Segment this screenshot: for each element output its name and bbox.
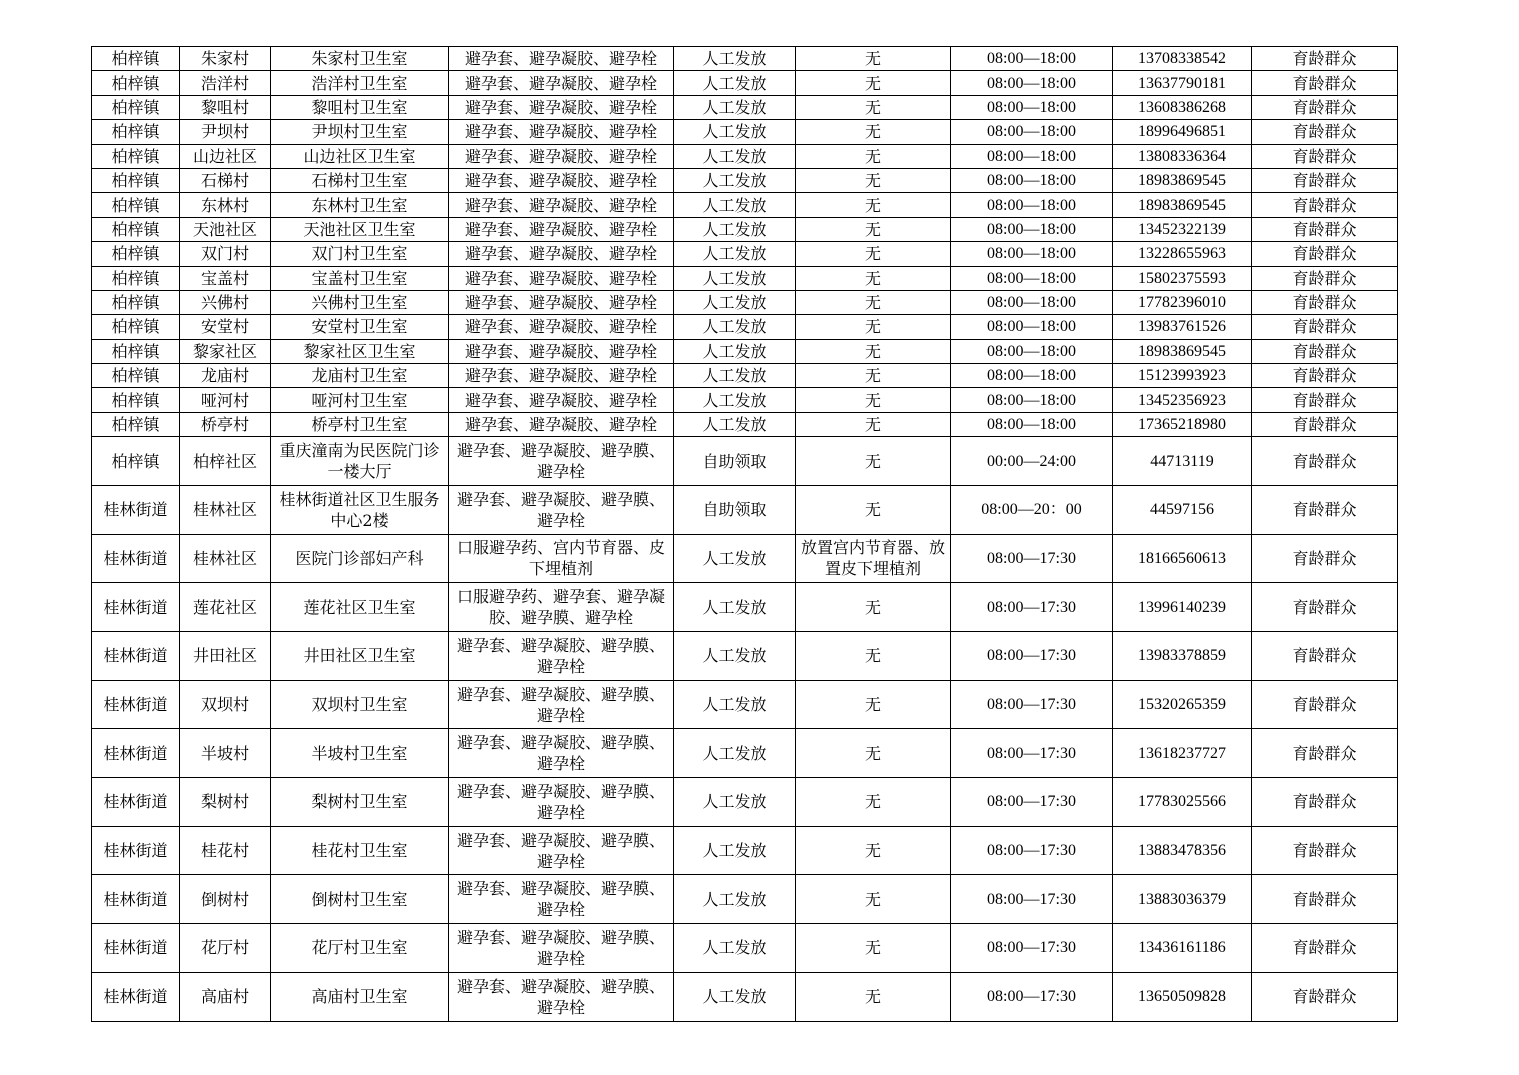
hours-cell: 08:00—18:00: [951, 95, 1113, 119]
town-cell: 柏梓镇: [92, 364, 180, 388]
phone-cell: 44713119: [1113, 437, 1252, 486]
target-cell: 育龄群众: [1252, 826, 1398, 875]
target-cell: 育龄群众: [1252, 95, 1398, 119]
table-row: [92, 242, 1398, 266]
phone-cell: 13883478356: [1113, 826, 1252, 875]
methods-cell: 避孕套、避孕凝胶、避孕膜、避孕栓: [449, 972, 674, 1021]
town-cell: 柏梓镇: [92, 144, 180, 168]
town-cell: 柏梓镇: [92, 412, 180, 436]
service-cell: 放置宫内节育器、放置皮下埋植剂: [796, 534, 951, 583]
methods-cell: 避孕套、避孕凝胶、避孕栓: [449, 71, 674, 95]
methods-cell: 避孕套、避孕凝胶、避孕栓: [449, 168, 674, 192]
phone-cell: 13452356923: [1113, 388, 1252, 412]
mode-cell: 人工发放: [674, 972, 796, 1021]
target-cell: 育龄群众: [1252, 412, 1398, 436]
site-cell: 桂林街道社区卫生服务中心2楼: [271, 485, 449, 534]
service-cell: 无: [796, 168, 951, 192]
mode-cell: 人工发放: [674, 680, 796, 729]
mode-cell: 人工发放: [674, 364, 796, 388]
town-cell: 桂林街道: [92, 826, 180, 875]
phone-cell: 17782396010: [1113, 290, 1252, 314]
phone-cell: 18983869545: [1113, 339, 1252, 363]
service-cell: 无: [796, 339, 951, 363]
phone-cell: 15320265359: [1113, 680, 1252, 729]
table-body: [92, 47, 1398, 1022]
service-cell: 无: [796, 47, 951, 71]
methods-cell: 避孕套、避孕凝胶、避孕栓: [449, 217, 674, 241]
mode-cell: 人工发放: [674, 924, 796, 973]
village-cell: 莲花社区: [180, 583, 271, 632]
methods-cell: 避孕套、避孕凝胶、避孕栓: [449, 315, 674, 339]
village-cell: 朱家村: [180, 47, 271, 71]
table-row: [92, 290, 1398, 314]
village-cell: 桂林社区: [180, 485, 271, 534]
phone-cell: 13637790181: [1113, 71, 1252, 95]
table-row: [92, 217, 1398, 241]
methods-cell: 避孕套、避孕凝胶、避孕栓: [449, 95, 674, 119]
phone-cell: 44597156: [1113, 485, 1252, 534]
methods-cell: 避孕套、避孕凝胶、避孕栓: [449, 193, 674, 217]
town-cell: 柏梓镇: [92, 315, 180, 339]
table-row: [92, 412, 1398, 436]
site-cell: 桥亭村卫生室: [271, 412, 449, 436]
distribution-sites-table: [91, 46, 1398, 1022]
village-cell: 桂花村: [180, 826, 271, 875]
hours-cell: 08:00—17:30: [951, 534, 1113, 583]
methods-cell: 避孕套、避孕凝胶、避孕栓: [449, 266, 674, 290]
site-cell: 浩洋村卫生室: [271, 71, 449, 95]
village-cell: 浩洋村: [180, 71, 271, 95]
site-cell: 石梯村卫生室: [271, 168, 449, 192]
hours-cell: 08:00—18:00: [951, 266, 1113, 290]
methods-cell: 避孕套、避孕凝胶、避孕栓: [449, 120, 674, 144]
table-row: [92, 388, 1398, 412]
town-cell: 桂林街道: [92, 729, 180, 778]
hours-cell: 08:00—17:30: [951, 632, 1113, 681]
methods-cell: 口服避孕药、避孕套、避孕凝胶、避孕膜、避孕栓: [449, 583, 674, 632]
table-row: [92, 144, 1398, 168]
hours-cell: 08:00—17:30: [951, 680, 1113, 729]
town-cell: 柏梓镇: [92, 339, 180, 363]
town-cell: 柏梓镇: [92, 168, 180, 192]
service-cell: 无: [796, 388, 951, 412]
site-cell: 山边社区卫生室: [271, 144, 449, 168]
table-row: [92, 47, 1398, 71]
site-cell: 安堂村卫生室: [271, 315, 449, 339]
methods-cell: 避孕套、避孕凝胶、避孕膜、避孕栓: [449, 875, 674, 924]
phone-cell: 13436161186: [1113, 924, 1252, 973]
methods-cell: 避孕套、避孕凝胶、避孕栓: [449, 339, 674, 363]
table-row: [92, 729, 1398, 778]
site-cell: 双门村卫生室: [271, 242, 449, 266]
hours-cell: 08:00—17:30: [951, 729, 1113, 778]
hours-cell: 08:00—20：00: [951, 485, 1113, 534]
table-row: [92, 437, 1398, 486]
site-cell: 花厅村卫生室: [271, 924, 449, 973]
mode-cell: 人工发放: [674, 120, 796, 144]
methods-cell: 避孕套、避孕凝胶、避孕栓: [449, 144, 674, 168]
site-cell: 宝盖村卫生室: [271, 266, 449, 290]
phone-cell: 18166560613: [1113, 534, 1252, 583]
service-cell: 无: [796, 315, 951, 339]
methods-cell: 避孕套、避孕凝胶、避孕栓: [449, 364, 674, 388]
table-row: [92, 485, 1398, 534]
hours-cell: 08:00—17:30: [951, 924, 1113, 973]
village-cell: 半坡村: [180, 729, 271, 778]
service-cell: 无: [796, 242, 951, 266]
village-cell: 天池社区: [180, 217, 271, 241]
village-cell: 安堂村: [180, 315, 271, 339]
target-cell: 育龄群众: [1252, 47, 1398, 71]
mode-cell: 人工发放: [674, 583, 796, 632]
methods-cell: 避孕套、避孕凝胶、避孕膜、避孕栓: [449, 826, 674, 875]
hours-cell: 08:00—18:00: [951, 71, 1113, 95]
service-cell: 无: [796, 875, 951, 924]
service-cell: 无: [796, 266, 951, 290]
village-cell: 东林村: [180, 193, 271, 217]
target-cell: 育龄群众: [1252, 217, 1398, 241]
target-cell: 育龄群众: [1252, 875, 1398, 924]
site-cell: 莲花社区卫生室: [271, 583, 449, 632]
mode-cell: 人工发放: [674, 266, 796, 290]
village-cell: 黎咀村: [180, 95, 271, 119]
phone-cell: 13983378859: [1113, 632, 1252, 681]
site-cell: 倒树村卫生室: [271, 875, 449, 924]
town-cell: 柏梓镇: [92, 266, 180, 290]
target-cell: 育龄群众: [1252, 193, 1398, 217]
service-cell: 无: [796, 120, 951, 144]
town-cell: 柏梓镇: [92, 95, 180, 119]
service-cell: 无: [796, 290, 951, 314]
service-cell: 无: [796, 680, 951, 729]
methods-cell: 避孕套、避孕凝胶、避孕膜、避孕栓: [449, 778, 674, 827]
target-cell: 育龄群众: [1252, 120, 1398, 144]
phone-cell: 13650509828: [1113, 972, 1252, 1021]
hours-cell: 08:00—18:00: [951, 339, 1113, 363]
target-cell: 育龄群众: [1252, 290, 1398, 314]
methods-cell: 避孕套、避孕凝胶、避孕膜、避孕栓: [449, 729, 674, 778]
methods-cell: 避孕套、避孕凝胶、避孕膜、避孕栓: [449, 485, 674, 534]
town-cell: 桂林街道: [92, 972, 180, 1021]
table-row: [92, 266, 1398, 290]
service-cell: 无: [796, 437, 951, 486]
service-cell: 无: [796, 412, 951, 436]
phone-cell: 13608386268: [1113, 95, 1252, 119]
phone-cell: 18996496851: [1113, 120, 1252, 144]
target-cell: 育龄群众: [1252, 485, 1398, 534]
target-cell: 育龄群众: [1252, 242, 1398, 266]
service-cell: 无: [796, 778, 951, 827]
target-cell: 育龄群众: [1252, 315, 1398, 339]
phone-cell: 18983869545: [1113, 168, 1252, 192]
mode-cell: 人工发放: [674, 875, 796, 924]
phone-cell: 15123993923: [1113, 364, 1252, 388]
village-cell: 双门村: [180, 242, 271, 266]
town-cell: 柏梓镇: [92, 290, 180, 314]
mode-cell: 人工发放: [674, 71, 796, 95]
mode-cell: 人工发放: [674, 778, 796, 827]
phone-cell: 15802375593: [1113, 266, 1252, 290]
table-row: [92, 120, 1398, 144]
table-row: [92, 583, 1398, 632]
hours-cell: 08:00—18:00: [951, 388, 1113, 412]
town-cell: 桂林街道: [92, 632, 180, 681]
site-cell: 医院门诊部妇产科: [271, 534, 449, 583]
village-cell: 山边社区: [180, 144, 271, 168]
table-row: [92, 315, 1398, 339]
phone-cell: 13618237727: [1113, 729, 1252, 778]
hours-cell: 08:00—18:00: [951, 412, 1113, 436]
table-row: [92, 339, 1398, 363]
mode-cell: 人工发放: [674, 534, 796, 583]
hours-cell: 00:00—24:00: [951, 437, 1113, 486]
mode-cell: 人工发放: [674, 47, 796, 71]
target-cell: 育龄群众: [1252, 364, 1398, 388]
target-cell: 育龄群众: [1252, 972, 1398, 1021]
service-cell: 无: [796, 924, 951, 973]
site-cell: 井田社区卫生室: [271, 632, 449, 681]
mode-cell: 人工发放: [674, 242, 796, 266]
hours-cell: 08:00—18:00: [951, 144, 1113, 168]
mode-cell: 人工发放: [674, 217, 796, 241]
table-row: [92, 534, 1398, 583]
table-row: [92, 364, 1398, 388]
site-cell: 尹坝村卫生室: [271, 120, 449, 144]
hours-cell: 08:00—18:00: [951, 193, 1113, 217]
site-cell: 梨树村卫生室: [271, 778, 449, 827]
phone-cell: 17783025566: [1113, 778, 1252, 827]
service-cell: 无: [796, 364, 951, 388]
town-cell: 桂林街道: [92, 924, 180, 973]
target-cell: 育龄群众: [1252, 437, 1398, 486]
methods-cell: 避孕套、避孕凝胶、避孕栓: [449, 388, 674, 412]
mode-cell: 自助领取: [674, 485, 796, 534]
mode-cell: 人工发放: [674, 95, 796, 119]
mode-cell: 人工发放: [674, 388, 796, 412]
service-cell: 无: [796, 583, 951, 632]
hours-cell: 08:00—18:00: [951, 242, 1113, 266]
village-cell: 双坝村: [180, 680, 271, 729]
mode-cell: 人工发放: [674, 168, 796, 192]
table-row: [92, 778, 1398, 827]
site-cell: 东林村卫生室: [271, 193, 449, 217]
methods-cell: 避孕套、避孕凝胶、避孕膜、避孕栓: [449, 632, 674, 681]
methods-cell: 避孕套、避孕凝胶、避孕膜、避孕栓: [449, 680, 674, 729]
service-cell: 无: [796, 144, 951, 168]
phone-cell: 13996140239: [1113, 583, 1252, 632]
target-cell: 育龄群众: [1252, 266, 1398, 290]
village-cell: 高庙村: [180, 972, 271, 1021]
target-cell: 育龄群众: [1252, 778, 1398, 827]
village-cell: 哑河村: [180, 388, 271, 412]
site-cell: 双坝村卫生室: [271, 680, 449, 729]
target-cell: 育龄群众: [1252, 144, 1398, 168]
village-cell: 尹坝村: [180, 120, 271, 144]
town-cell: 柏梓镇: [92, 437, 180, 486]
phone-cell: 13883036379: [1113, 875, 1252, 924]
table-row: [92, 972, 1398, 1021]
village-cell: 兴佛村: [180, 290, 271, 314]
hours-cell: 08:00—17:30: [951, 583, 1113, 632]
target-cell: 育龄群众: [1252, 71, 1398, 95]
target-cell: 育龄群众: [1252, 168, 1398, 192]
mode-cell: 人工发放: [674, 193, 796, 217]
mode-cell: 人工发放: [674, 144, 796, 168]
phone-cell: 18983869545: [1113, 193, 1252, 217]
hours-cell: 08:00—18:00: [951, 290, 1113, 314]
methods-cell: 避孕套、避孕凝胶、避孕膜、避孕栓: [449, 924, 674, 973]
village-cell: 柏梓社区: [180, 437, 271, 486]
village-cell: 龙庙村: [180, 364, 271, 388]
service-cell: 无: [796, 632, 951, 681]
phone-cell: 13228655963: [1113, 242, 1252, 266]
mode-cell: 人工发放: [674, 290, 796, 314]
town-cell: 柏梓镇: [92, 217, 180, 241]
site-cell: 半坡村卫生室: [271, 729, 449, 778]
site-cell: 天池社区卫生室: [271, 217, 449, 241]
town-cell: 柏梓镇: [92, 193, 180, 217]
table-row: [92, 71, 1398, 95]
methods-cell: 避孕套、避孕凝胶、避孕栓: [449, 290, 674, 314]
hours-cell: 08:00—18:00: [951, 120, 1113, 144]
table-row: [92, 826, 1398, 875]
hours-cell: 08:00—17:30: [951, 972, 1113, 1021]
document-page: [91, 46, 1398, 1022]
hours-cell: 08:00—17:30: [951, 875, 1113, 924]
site-cell: 龙庙村卫生室: [271, 364, 449, 388]
hours-cell: 08:00—17:30: [951, 778, 1113, 827]
service-cell: 无: [796, 826, 951, 875]
site-cell: 黎咀村卫生室: [271, 95, 449, 119]
phone-cell: 13452322139: [1113, 217, 1252, 241]
hours-cell: 08:00—18:00: [951, 217, 1113, 241]
town-cell: 桂林街道: [92, 485, 180, 534]
mode-cell: 自助领取: [674, 437, 796, 486]
phone-cell: 13708338542: [1113, 47, 1252, 71]
methods-cell: 口服避孕药、宫内节育器、皮下埋植剂: [449, 534, 674, 583]
town-cell: 桂林街道: [92, 680, 180, 729]
target-cell: 育龄群众: [1252, 534, 1398, 583]
target-cell: 育龄群众: [1252, 339, 1398, 363]
mode-cell: 人工发放: [674, 315, 796, 339]
town-cell: 桂林街道: [92, 778, 180, 827]
target-cell: 育龄群众: [1252, 583, 1398, 632]
town-cell: 柏梓镇: [92, 388, 180, 412]
mode-cell: 人工发放: [674, 826, 796, 875]
table-row: [92, 875, 1398, 924]
phone-cell: 13808336364: [1113, 144, 1252, 168]
village-cell: 石梯村: [180, 168, 271, 192]
hours-cell: 08:00—18:00: [951, 315, 1113, 339]
mode-cell: 人工发放: [674, 412, 796, 436]
site-cell: 桂花村卫生室: [271, 826, 449, 875]
methods-cell: 避孕套、避孕凝胶、避孕栓: [449, 242, 674, 266]
site-cell: 高庙村卫生室: [271, 972, 449, 1021]
target-cell: 育龄群众: [1252, 924, 1398, 973]
site-cell: 朱家村卫生室: [271, 47, 449, 71]
table-row: [92, 193, 1398, 217]
village-cell: 桥亭村: [180, 412, 271, 436]
village-cell: 宝盖村: [180, 266, 271, 290]
village-cell: 黎家社区: [180, 339, 271, 363]
site-cell: 重庆潼南为民医院门诊一楼大厅: [271, 437, 449, 486]
village-cell: 倒树村: [180, 875, 271, 924]
town-cell: 柏梓镇: [92, 242, 180, 266]
village-cell: 桂林社区: [180, 534, 271, 583]
town-cell: 桂林街道: [92, 875, 180, 924]
village-cell: 梨树村: [180, 778, 271, 827]
service-cell: 无: [796, 729, 951, 778]
methods-cell: 避孕套、避孕凝胶、避孕栓: [449, 47, 674, 71]
phone-cell: 17365218980: [1113, 412, 1252, 436]
service-cell: 无: [796, 972, 951, 1021]
service-cell: 无: [796, 193, 951, 217]
site-cell: 黎家社区卫生室: [271, 339, 449, 363]
town-cell: 桂林街道: [92, 534, 180, 583]
methods-cell: 避孕套、避孕凝胶、避孕栓: [449, 412, 674, 436]
target-cell: 育龄群众: [1252, 680, 1398, 729]
phone-cell: 13983761526: [1113, 315, 1252, 339]
town-cell: 柏梓镇: [92, 71, 180, 95]
town-cell: 桂林街道: [92, 583, 180, 632]
village-cell: 井田社区: [180, 632, 271, 681]
service-cell: 无: [796, 71, 951, 95]
hours-cell: 08:00—18:00: [951, 47, 1113, 71]
service-cell: 无: [796, 217, 951, 241]
table-row: [92, 924, 1398, 973]
target-cell: 育龄群众: [1252, 729, 1398, 778]
mode-cell: 人工发放: [674, 632, 796, 681]
table-row: [92, 680, 1398, 729]
village-cell: 花厅村: [180, 924, 271, 973]
town-cell: 柏梓镇: [92, 47, 180, 71]
target-cell: 育龄群众: [1252, 632, 1398, 681]
site-cell: 哑河村卫生室: [271, 388, 449, 412]
mode-cell: 人工发放: [674, 339, 796, 363]
target-cell: 育龄群众: [1252, 388, 1398, 412]
methods-cell: 避孕套、避孕凝胶、避孕膜、避孕栓: [449, 437, 674, 486]
site-cell: 兴佛村卫生室: [271, 290, 449, 314]
hours-cell: 08:00—17:30: [951, 826, 1113, 875]
service-cell: 无: [796, 95, 951, 119]
table-row: [92, 632, 1398, 681]
mode-cell: 人工发放: [674, 729, 796, 778]
town-cell: 柏梓镇: [92, 120, 180, 144]
hours-cell: 08:00—18:00: [951, 364, 1113, 388]
service-cell: 无: [796, 485, 951, 534]
hours-cell: 08:00—18:00: [951, 168, 1113, 192]
table-row: [92, 168, 1398, 192]
table-row: [92, 95, 1398, 119]
